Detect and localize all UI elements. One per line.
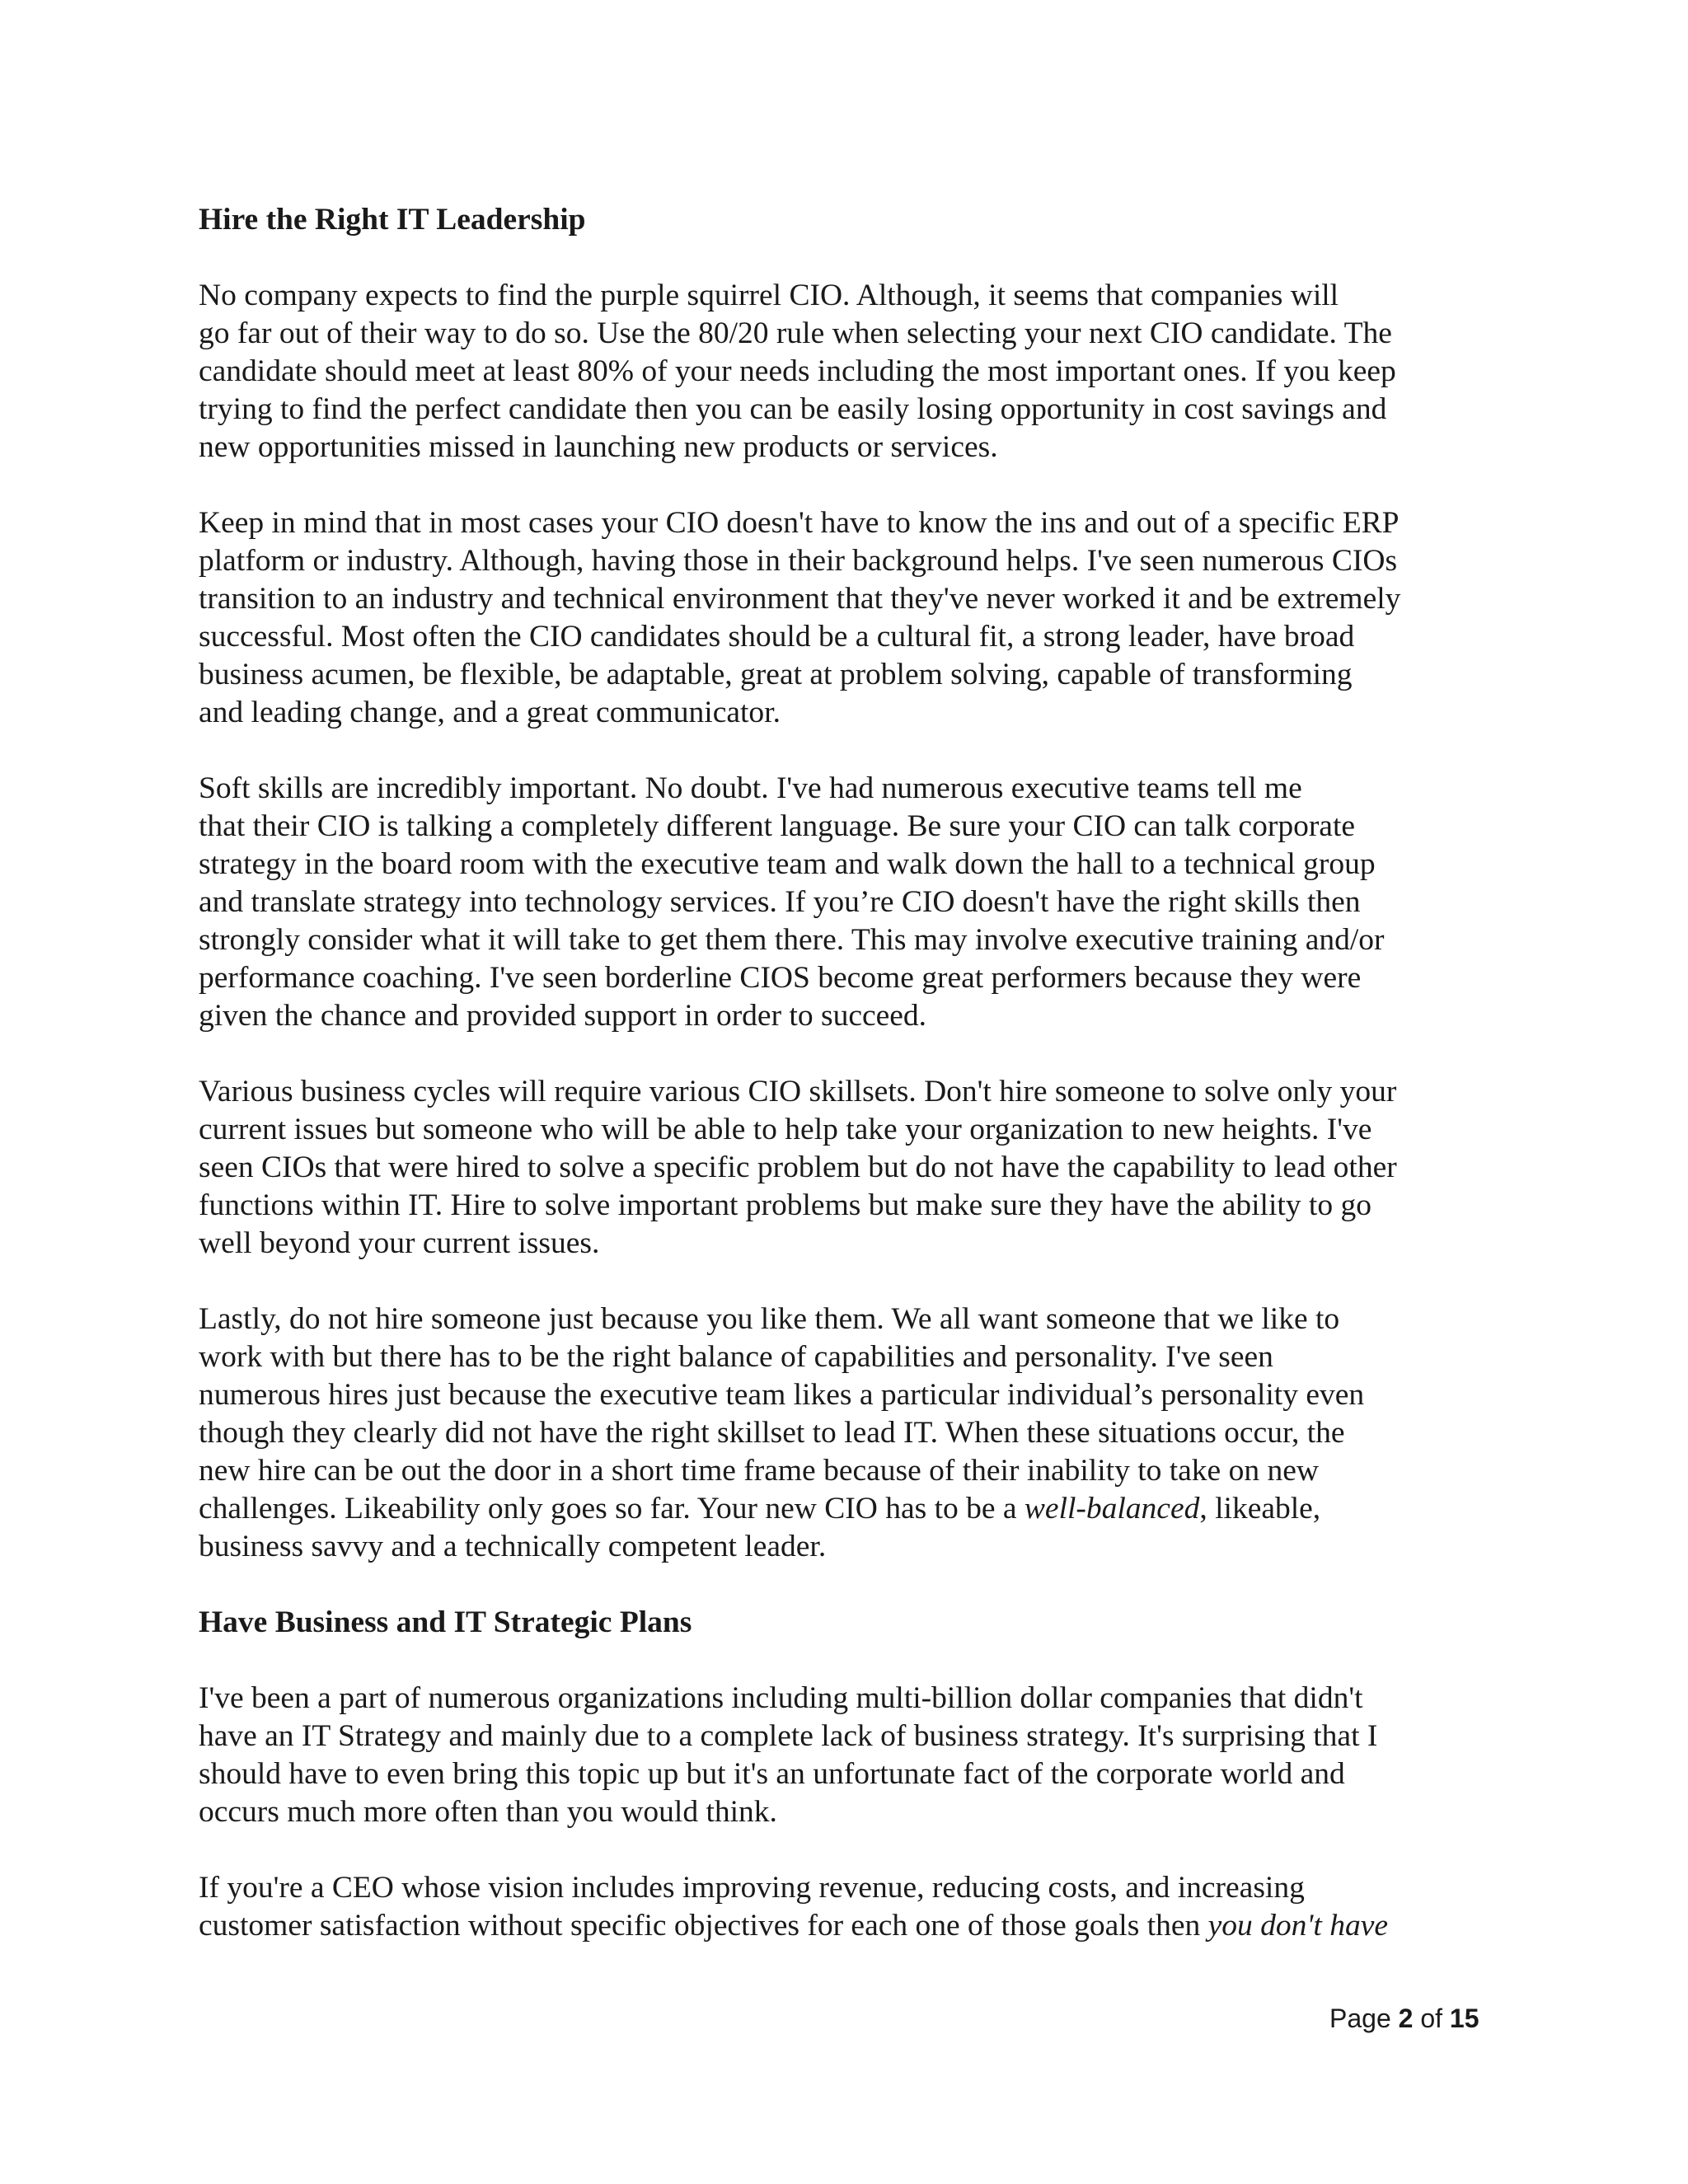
paragraph-it-strategy [199,1680,1501,1831]
section-heading-hire-it-leadership: Hire the Right IT Leadership [199,203,586,237]
paragraph-soft-skills [199,770,1501,1035]
text-line: and translate strategy into technology services. If you’re CIO doesn't have the right skills then [199,885,1361,919]
text-line: numerous hires just because the executive team likes a particular individual’s personality even [199,1378,1365,1412]
text-segment: , likeable, [1199,1492,1321,1526]
text-line: I've been a part of numerous organizations including multi-billion dollar companies that didn't [199,1681,1363,1715]
section-heading-strategic-plans: Have Business and IT Strategic Plans [199,1605,692,1639]
text-line-mixed [199,1490,1501,1528]
text-line: Lastly, do not hire someone just because you like them. We all want someone that we like to [199,1302,1340,1336]
total-pages-number: 15 [1449,2004,1479,2033]
text-line: though they clearly did not have the right skillset to lead IT. When these situations occur, the [199,1416,1345,1450]
text-line: new hire can be out the door in a short time frame because of their inability to take on new [199,1454,1319,1488]
paragraph-purple-squirrel [199,277,1501,466]
text-line: platform or industry. Although, having those in their background helps. I've seen numerous CIOs [199,544,1398,578]
text-line: work with but there has to be the right balance of capabilities and personality. I've seen [199,1340,1273,1374]
text-line: new opportunities missed in launching new products or services. [199,430,998,464]
text-line: functions within IT. Hire to solve important problems but make sure they have the ability to go [199,1188,1372,1222]
text-line: should have to even bring this topic up but it's an unfortunate fact of the corporate world and [199,1757,1345,1791]
text-segment: customer satisfaction without specific objectives for each one of those goals then [199,1909,1208,1943]
text-line-mixed [199,1907,1501,1945]
document-body [199,201,1501,1945]
page-label: Page [1329,2004,1391,2033]
text-line: strongly consider what it will take to get them there. This may involve executive training and/or [199,923,1385,957]
text-line: No company expects to find the purple squirrel CIO. Although, it seems that companies will [199,279,1339,312]
text-line: given the chance and provided support in order to succeed. [199,999,927,1033]
text-line: that their CIO is talking a completely different language. Be sure your CIO can talk corporate [199,809,1356,843]
text-line: If you're a CEO whose vision includes improving revenue, reducing costs, and increasing [199,1871,1305,1905]
text-line: successful. Most often the CIO candidates should be a cultural fit, a strong leader, have broad [199,620,1355,654]
text-line: Various business cycles will require various CIO skillsets. Don't hire someone to solve only your [199,1075,1397,1108]
text-line: strategy in the board room with the executive team and walk down the hall to a technical group [199,847,1376,881]
text-line: Keep in mind that in most cases your CIO doesn't have to know the ins and out of a specific ERP [199,506,1400,540]
paragraph-business-cycles [199,1073,1501,1263]
paragraph-ceo-vision [199,1869,1501,1945]
current-page-number: 2 [1398,2004,1414,2033]
italic-emphasis: well-balanced [1024,1492,1200,1526]
text-line: well beyond your current issues. [199,1226,600,1260]
text-line: trying to find the perfect candidate then you can be easily losing opportunity in cost savings and [199,392,1387,426]
text-line: occurs much more often than you would think. [199,1795,777,1829]
text-segment: challenges. Likeability only goes so far. Your new CIO has to be a [199,1492,1025,1526]
text-line: current issues but someone who will be able to help take your organization to new heights. I've [199,1113,1372,1146]
text-line: business savvy and a technically competent leader. [199,1530,827,1563]
text-line: candidate should meet at least 80% of your needs including the most important ones. If you keep [199,354,1396,388]
italic-emphasis: you don't have [1207,1909,1389,1943]
text-line: business acumen, be flexible, be adaptable, great at problem solving, capable of transforming [199,658,1353,691]
page-number-footer [1329,2004,1479,2034]
text-line: and leading change, and a great communicator. [199,696,781,729]
text-line: go far out of their way to do so. Use the 80/20 rule when selecting your next CIO candidate. The [199,316,1392,350]
text-line: seen CIOs that were hired to solve a specific problem but do not have the capability to lead other [199,1151,1397,1184]
text-line: have an IT Strategy and mainly due to a complete lack of business strategy. It's surprising that I [199,1719,1378,1753]
paragraph-erp-platform [199,504,1501,732]
paragraph-likeability [199,1301,1501,1566]
text-line: Soft skills are incredibly important. No doubt. I've had numerous executive teams tell me [199,771,1302,805]
of-label: of [1420,2004,1442,2033]
text-line: transition to an industry and technical environment that they've never worked it and be extremely [199,582,1401,616]
text-line: performance coaching. I've seen borderline CIOS become great performers because they were [199,961,1362,995]
